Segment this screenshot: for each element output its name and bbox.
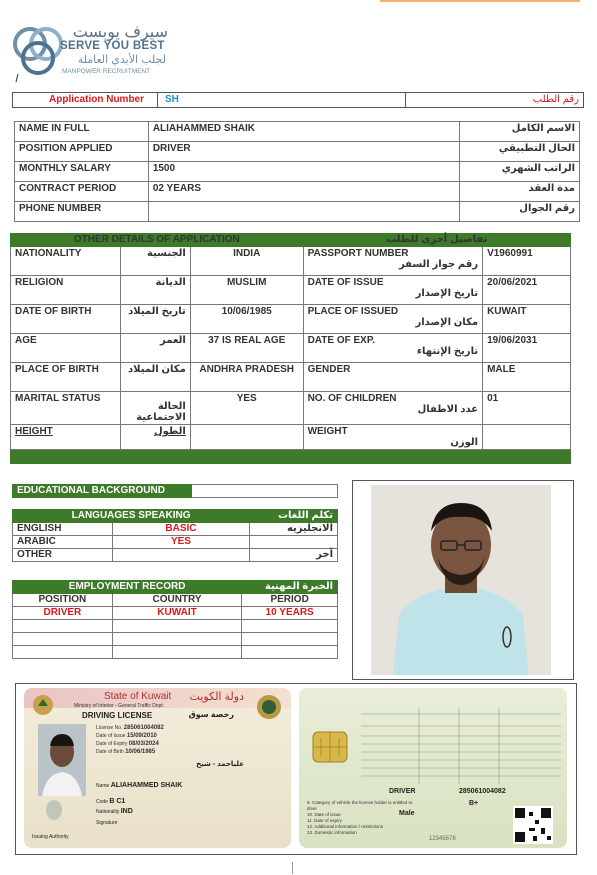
details-right-label [303, 247, 483, 276]
license-ghost-photo [42, 798, 66, 828]
details-left-value[interactable]: INDIA [190, 247, 303, 276]
language-name-arabic [250, 536, 338, 549]
education-title: EDUCATIONAL BACKGROUND [13, 485, 192, 498]
kuwait-emblem-icon [32, 694, 54, 716]
other-details-title-arabic: تفاصيل أخرى للطلب [303, 234, 570, 247]
license-issuing: Issuing Authority [32, 834, 69, 840]
logo-arabic-name: سيرف يوبست [72, 24, 168, 41]
logo-knot-icon [8, 22, 68, 84]
license-back-legend-line: 10. Date of issue [307, 812, 341, 817]
details-left-value[interactable]: 10/06/1985 [190, 305, 303, 334]
license-back-legend-line: 11. Date of expiry [307, 818, 342, 823]
details-right-label-en: DATE OF EXP. [307, 335, 375, 346]
details-left-value[interactable]: MUSLIM [190, 276, 303, 305]
license-name-ar: علياحمد - شيخ [196, 761, 244, 768]
details-right-value[interactable]: V1960991 [483, 247, 571, 276]
details-right-label-en: WEIGHT [307, 426, 348, 437]
details-row [11, 392, 571, 425]
license-date-expiry: 08/03/2024 [128, 741, 159, 747]
details-left-label-arabic: الديانة [120, 276, 190, 305]
details-left-label: PLACE OF BIRTH [11, 363, 121, 392]
details-right-value[interactable]: 01 [483, 392, 571, 425]
applicant-label: NAME IN FULL [15, 122, 149, 142]
language-level[interactable] [112, 549, 249, 562]
applicant-value[interactable]: DRIVER [148, 142, 459, 162]
details-right-value[interactable]: 20/06/2021 [483, 276, 571, 305]
details-right-label-en: PLACE OF ISSUED [307, 306, 399, 317]
details-right-label-ar: تاريخ الإنتهاء [416, 346, 479, 357]
applicant-label-arabic: الاسم الكامل [460, 122, 580, 142]
applicant-value[interactable] [148, 202, 459, 222]
language-row [13, 523, 338, 536]
applicant-label: CONTRACT PERIOD [15, 182, 149, 202]
details-left-value[interactable]: ANDHRA PRADESH [190, 363, 303, 392]
applicant-label: MONTHLY SALARY [15, 162, 149, 182]
details-left-label-arabic: الجنسية [120, 247, 190, 276]
details-right-label-en: PASSPORT NUMBER [307, 248, 409, 259]
education-table [12, 484, 338, 498]
details-right-label-en: GENDER [307, 364, 351, 375]
employment-header-country: COUNTRY [112, 594, 242, 607]
license-back-gender: Male [399, 810, 415, 817]
details-right-label-ar: الوزن [450, 437, 479, 448]
license-frame [15, 683, 577, 855]
license-state-ar: دولة الكويت [189, 691, 244, 703]
employment-cell[interactable]: DRIVER [13, 607, 113, 620]
applicant-value[interactable]: 1500 [148, 162, 459, 182]
languages-title-arabic: تكلم اللغات [250, 510, 338, 523]
language-name: OTHER [13, 549, 113, 562]
applicant-label-arabic: مدة العقد [460, 182, 580, 202]
details-left-label: MARITAL STATUS [11, 392, 121, 425]
details-right-label-en: NO. OF CHILDREN [307, 393, 397, 404]
license-back-legend-line: 9. Category of vehicle the license holder is entitled to drive [307, 800, 413, 811]
company-logo [8, 22, 188, 84]
license-number: 285061004082 [123, 725, 164, 731]
details-left-label: RELIGION [11, 276, 121, 305]
license-dob: 10/06/1985 [125, 749, 156, 755]
license-back-number: 285061004082 [459, 788, 506, 795]
traffic-emblem-icon [256, 694, 282, 720]
details-right-value[interactable]: MALE [483, 363, 571, 392]
applicant-row [15, 202, 580, 222]
license-nationality: IND [120, 808, 133, 815]
details-row [11, 425, 571, 450]
license-back-blood: B+ [469, 800, 479, 807]
applicant-info-table [14, 121, 580, 222]
details-right-label-ar: مكان الإصدار [415, 317, 479, 328]
language-level[interactable]: YES [112, 536, 249, 549]
top-accent-line [380, 0, 580, 2]
details-left-value[interactable]: 37 IS REAL AGE [190, 334, 303, 363]
details-right-value[interactable] [483, 425, 571, 450]
language-name-arabic: آخر [250, 549, 338, 562]
applicant-value[interactable]: ALIAHAMMED SHAIK [148, 122, 459, 142]
license-portrait [38, 724, 86, 796]
page-cursor-mark [292, 862, 293, 874]
details-right-value[interactable]: 19/06/2031 [483, 334, 571, 363]
other-details-table [10, 233, 571, 464]
employment-cell[interactable]: KUWAIT [112, 607, 242, 620]
license-date-issue: 15/09/2010 [126, 733, 157, 739]
details-row [11, 305, 571, 334]
details-right-label [303, 305, 483, 334]
details-left-label-arabic: تاريخ الميلاد [120, 305, 190, 334]
details-left-value[interactable] [190, 425, 303, 450]
applicant-label: PHONE NUMBER [15, 202, 149, 222]
license-back-legend-line: 13. Domestic information [307, 830, 357, 835]
details-right-label-en: DATE OF ISSUE [307, 277, 384, 288]
applicant-value[interactable]: 02 YEARS [148, 182, 459, 202]
applicant-row [15, 122, 580, 142]
applicant-label-arabic: الحال التطبيقي [460, 142, 580, 162]
applicant-row [15, 182, 580, 202]
license-signature: Signature [96, 820, 118, 826]
details-left-label: AGE [11, 334, 121, 363]
language-level[interactable]: BASIC [112, 523, 249, 536]
logo-arabic-tagline: لجلب الأيدي العاملة [77, 54, 166, 66]
logo-english-name: SERVE YOU BEST [60, 40, 165, 52]
employment-row [13, 607, 338, 620]
license-code: B C1 [109, 798, 126, 805]
details-left-label: DATE OF BIRTH [11, 305, 121, 334]
license-title-en: DRIVING LICENSE [82, 711, 153, 720]
details-right-label [303, 334, 483, 363]
details-right-label [303, 425, 483, 450]
license-back-legend-line: 12. Additional information / restrictions [307, 824, 384, 829]
application-number-bar [12, 92, 584, 108]
applicant-photo-frame [352, 480, 574, 680]
details-left-label-arabic: مكان الميلاد [120, 363, 190, 392]
application-number-value[interactable]: SH [165, 94, 179, 105]
details-left-label: HEIGHT [11, 425, 121, 450]
license-back-serial: 12345678 [429, 836, 456, 842]
details-right-label-ar: عدد الاطفال [417, 404, 479, 415]
license-back-card [299, 688, 567, 848]
license-name: ALIAHAMMED SHAIK [110, 782, 183, 789]
details-row [11, 363, 571, 392]
applicant-label: POSITION APPLIED [15, 142, 149, 162]
languages-table [12, 509, 338, 562]
details-row [11, 276, 571, 305]
license-title-ar: رخصة سوق [188, 710, 234, 719]
details-right-label-ar: تاريخ الإصدار [415, 288, 479, 299]
logo-english-tagline: MANPOWER RECRUITMENT [62, 68, 151, 75]
details-left-label: NATIONALITY [11, 247, 121, 276]
employment-cell[interactable]: 10 YEARS [242, 607, 338, 620]
employment-title: EMPLOYMENT RECORD [13, 581, 242, 594]
languages-title: LANGUAGES SPEAKING [13, 510, 250, 523]
education-value[interactable] [192, 485, 338, 498]
employment-table [12, 580, 338, 659]
license-state-en: State of Kuwait [104, 691, 172, 702]
applicant-row [15, 162, 580, 182]
applicant-label-arabic: رقم الجوال [460, 202, 580, 222]
details-left-label-arabic: العمر [120, 334, 190, 363]
application-number-label: Application Number [49, 94, 145, 105]
details-row [11, 334, 571, 363]
language-row [13, 549, 338, 562]
license-back-legend [307, 800, 417, 836]
employment-title-arabic: الخبرة المهنية [242, 581, 338, 594]
details-right-label-ar: رقم جواز السفر [398, 259, 479, 270]
applicant-photo [371, 485, 551, 675]
license-ministry: Ministry of Interior - General Traffic Dept. [74, 703, 165, 709]
language-name: ENGLISH [13, 523, 113, 536]
details-row [11, 247, 571, 276]
details-right-label [303, 392, 483, 425]
details-right-value[interactable]: KUWAIT [483, 305, 571, 334]
details-left-label-arabic: الحالة الاجتماعية [120, 392, 190, 425]
language-name-arabic: الانجليزيه [250, 523, 338, 536]
license-front-card: State of Kuwait دولة الكويت Ministry of Interior - General Traffic Dept. DRIVING LICENSE رخصة سوق License No. 285061004082 Date of Issue 15/09/2010 Date of Expiry 08/03/2024 Date of Birth 10/06/1985 علياحمد - شيخ Name ALIAHAMMED SHAIK Code B C1 Nationality IND Issuing Authority Signature [24, 688, 291, 848]
language-row [13, 536, 338, 549]
other-details-title: OTHER DETAILS OF APPLICATION [11, 234, 304, 247]
details-left-label-arabic: الطول [120, 425, 190, 450]
employment-header-period: PERIOD [242, 594, 338, 607]
license-back-profession: DRIVER [389, 788, 416, 795]
employment-header-position: POSITION [13, 594, 113, 607]
language-name: ARABIC [13, 536, 113, 549]
applicant-row [15, 142, 580, 162]
application-number-arabic: رقم الطلب [532, 94, 579, 105]
details-left-value[interactable]: YES [190, 392, 303, 425]
details-footer-bar [11, 450, 571, 464]
details-right-label [303, 276, 483, 305]
applicant-label-arabic: الراتب الشهري [460, 162, 580, 182]
details-right-label [303, 363, 483, 392]
